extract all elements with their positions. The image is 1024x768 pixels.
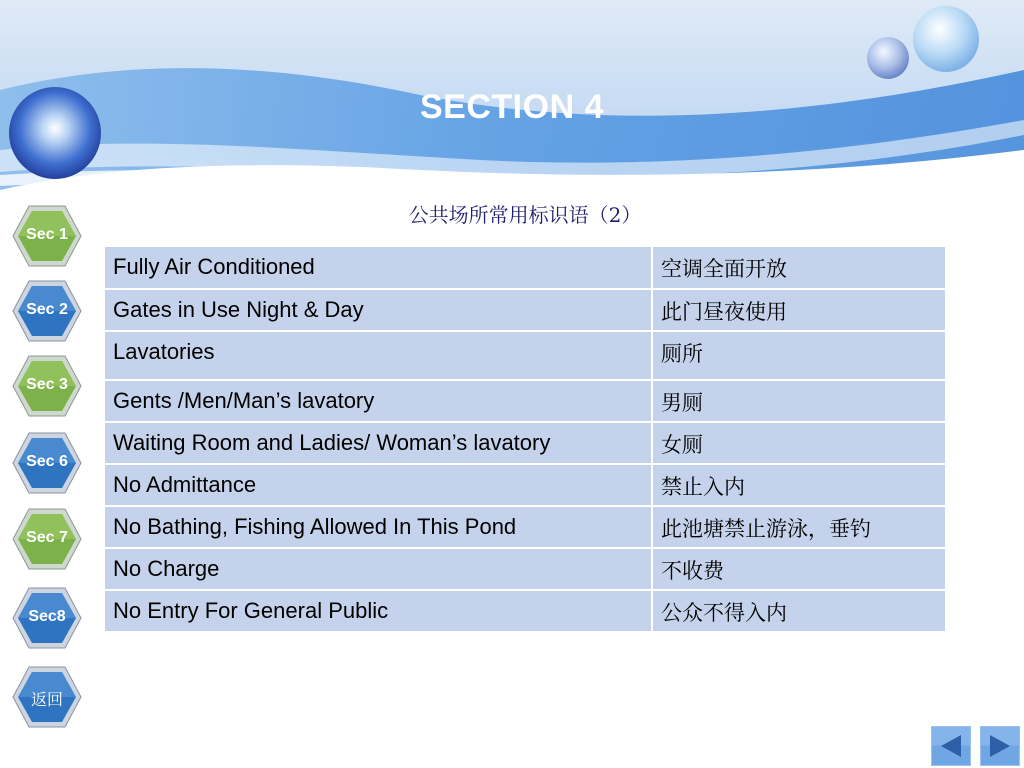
english-cell: No Bathing, Fishing Allowed In This Pond [104, 506, 652, 548]
nav-label-back: 返回 [30, 690, 63, 709]
chinese-cell: 公众不得入内 [652, 590, 946, 632]
table-row [104, 331, 946, 380]
next-arrow-icon[interactable] [980, 726, 1020, 766]
table-row [104, 246, 946, 289]
nav-button-sec-3[interactable] [11, 354, 83, 418]
table-row [104, 380, 946, 422]
signs-table [103, 245, 947, 633]
english-cell: Waiting Room and Ladies/ Woman’s lavatory [104, 422, 652, 464]
nav-button-sec-1[interactable] [11, 204, 83, 268]
nav-label-sec-8: Sec8 [28, 608, 66, 625]
prev-arrow-icon[interactable] [931, 726, 971, 766]
nav-button-back[interactable] [11, 665, 83, 729]
slide-subtitle: 公共场所常用标识语（2） [408, 203, 642, 227]
chinese-cell: 厕所 [652, 331, 946, 380]
table-row [104, 548, 946, 590]
nav-label-sec-7: Sec 7 [26, 529, 68, 546]
chinese-cell: 女厕 [652, 422, 946, 464]
english-cell: No Admittance [104, 464, 652, 506]
table-row [104, 464, 946, 506]
nav-button-sec-6[interactable] [11, 431, 83, 495]
nav-label-sec-2: Sec 2 [26, 301, 68, 318]
english-cell: Lavatories [104, 331, 652, 380]
table-row [104, 289, 946, 331]
chinese-cell: 此门昼夜使用 [652, 289, 946, 331]
english-cell: Gents /Men/Man’s lavatory [104, 380, 652, 422]
chinese-cell: 男厕 [652, 380, 946, 422]
chinese-cell: 空调全面开放 [652, 246, 946, 289]
table-row [104, 590, 946, 632]
english-cell: Gates in Use Night & Day [104, 289, 652, 331]
english-cell: No Charge [104, 548, 652, 590]
nav-button-sec-2[interactable] [11, 279, 83, 343]
nav-label-sec-3: Sec 3 [26, 376, 68, 393]
nav-button-sec-7[interactable] [11, 507, 83, 571]
table-row [104, 506, 946, 548]
nav-button-sec-8[interactable] [11, 586, 83, 650]
chinese-cell: 不收费 [652, 548, 946, 590]
chinese-cell: 此池塘禁止游泳，垂钓 [652, 506, 946, 548]
english-cell: No Entry For General Public [104, 590, 652, 632]
english-cell: Fully Air Conditioned [104, 246, 652, 289]
nav-label-sec-1: Sec 1 [26, 226, 68, 243]
nav-label-sec-6: Sec 6 [26, 453, 68, 470]
table-row [104, 422, 946, 464]
slide-title: SECTION 4 [420, 88, 604, 126]
chinese-cell: 禁止入内 [652, 464, 946, 506]
